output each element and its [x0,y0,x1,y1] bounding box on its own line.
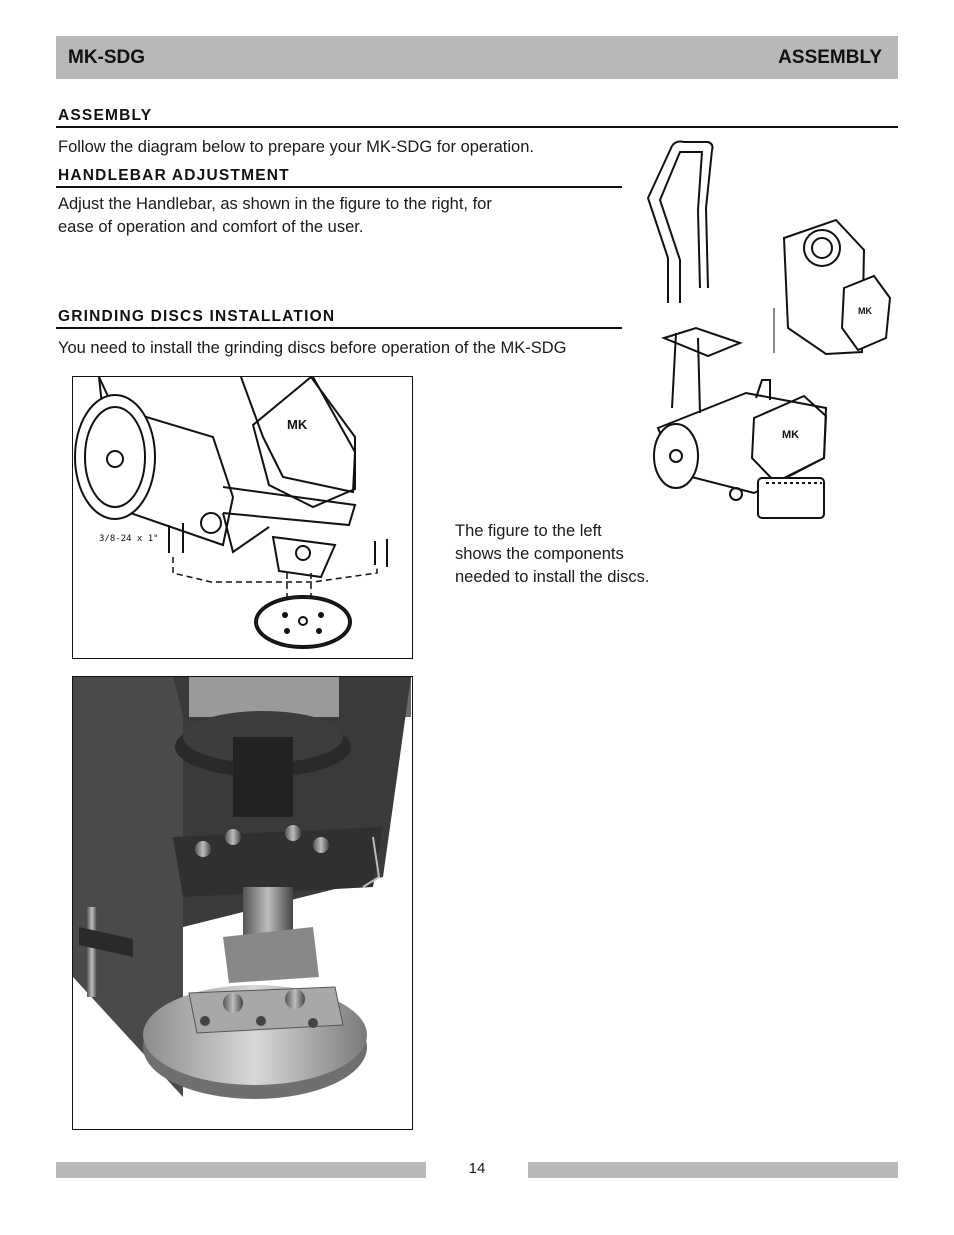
discs-heading: GRINDING DISCS INSTALLATION [56,308,622,329]
handlebar-heading: HANDLEBAR ADJUSTMENT [56,167,622,188]
diagram-logo-detail: MK [858,306,872,316]
disc-figure-caption [455,520,695,589]
assembly-text: Follow the diagram below to prepare your MK-SDG for operation. [58,138,534,156]
header-section-title: ASSEMBLY [778,46,882,68]
discs-text: You need to install the grinding discs before operation of the MK-SDG [58,339,567,357]
footer-bar-right [528,1162,898,1178]
diagram-logo-handlebar: MK [782,429,800,441]
handlebar-text-line2: ease of operation and comfort of the user. [58,218,364,236]
footer-bar-left [56,1162,426,1178]
handlebar-diagram [636,138,898,530]
page-header [56,36,898,79]
caption-line2: shows the components [455,545,624,563]
page-number: 14 [468,1160,486,1177]
caption-line3: needed to install the discs. [455,568,650,586]
handlebar-text-line1: Adjust the Handlebar, as shown in the figure to the right, for [58,195,492,213]
caption-line1: The figure to the left [455,522,602,540]
bolt-label: 3/8-24 x 1" [99,534,159,544]
assembly-heading: ASSEMBLY [56,107,898,128]
disc-diagram-figure [72,376,413,659]
header-product-title: MK-SDG [68,46,146,68]
disc-photo-figure [72,676,413,1130]
handlebar-text [58,193,492,239]
diagram-logo-disc: MK [287,417,308,432]
